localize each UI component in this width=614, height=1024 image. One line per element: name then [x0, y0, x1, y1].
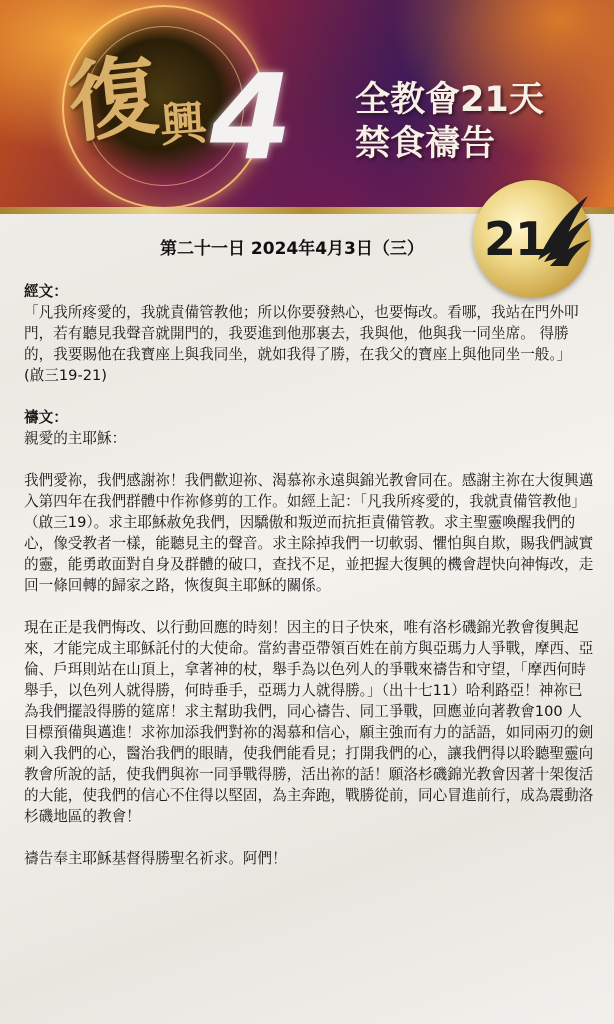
header-banner [0, 0, 614, 207]
banner-title [355, 78, 605, 166]
prayer-closing: 禱告奉主耶穌基督得勝聖名祈求。阿們！ [24, 850, 287, 867]
devotional-content [24, 281, 596, 869]
scripture-text: 「凡我所疼愛的，我就責備管教他；所以你要發熱心，也要悔改。看哪，我站在門外叩門，若有聽見我聲音就開門的，我要進到他那裏去，我與他，他與我一同坐席。 得勝的，我要賜他在我寶座上與我同坐，就如我得了勝，在我父的寶座上與他同坐一般。」 [24, 304, 579, 363]
prayer-paragraph-2: 現在正是我們悔改、以行動回應的時刻！因主的日子快來，唯有洛杉磯錦光教會復興起來，才能完成主耶穌託付的大使命。當約書亞帶領百姓在前方與亞瑪力人爭戰，摩西、亞倫、戶珥則站在山頂上，拿著神的杖，舉手為以色列人的爭戰來禱告和守望，「摩西何時舉手，以色列人就得勝，何時垂手，亞瑪力人就得勝。」（出十七11）哈利路亞！神祢已為我們擺設得勝的筵席！求主幫助我們，同心禱告、同工爭戰，回應並向著教會100 人目標預備與邁進！求祢加添我們對祢的渴慕和信心，願主強而有力的話語，如同兩刃的劍刺入我們的心，醫治我們的眼睛，使我們能看見；打開我們的心，讓我們得以聆聽聖靈向教會所說的話，使我們與祢一同爭戰得勝，活出祢的話！願洛杉磯錦光教會因著十架復活的大能，使我們的信心不住得以堅固，為主奔跑，戰勝從前，同心冒進前行，成為震動洛杉磯地區的教會！ [24, 619, 594, 825]
banner-title-line2: 禁食禱告 [355, 124, 496, 164]
day-number: 21 [483, 212, 546, 266]
scripture-reference: (啟三19-21) [24, 367, 107, 384]
date-heading: 第二十一日 2024年4月3日（三） [160, 239, 424, 259]
prayer-heading: 禱文： [24, 409, 68, 426]
logo-number-four: 4 [210, 48, 293, 186]
banner-title-line1: 全教會21天 [355, 80, 544, 120]
prayer-salutation: 親愛的主耶穌： [24, 430, 127, 447]
logo-char-fu: 復 [63, 42, 162, 156]
prayer-paragraph-1: 我們愛祢，我們感謝祢！我們歡迎祢、渴慕祢永遠與錦光教會同在。感謝主祢在大復興邁入第四年在我們群體中作祢修剪的工作。如經上記：「凡我所疼愛的，我就責備管教他」（啟三19）。求主耶穌赦免我們，因驕傲和叛逆而抗拒責備管教。求主聖靈喚醒我們的心，像受教者一樣，能聽見主的聲音。求主除掉我們一切軟弱、懼怕與自欺，賜我們誠實的靈，能勇敢面對自身及群體的破口，查找不足，並把握大復興的機會趕快向神悔改，走回一條回轉的歸家之路，恢復與主耶穌的關係。 [24, 472, 594, 594]
scripture-heading: 經文： [24, 283, 68, 300]
logo-char-xing: 興 [158, 95, 209, 153]
